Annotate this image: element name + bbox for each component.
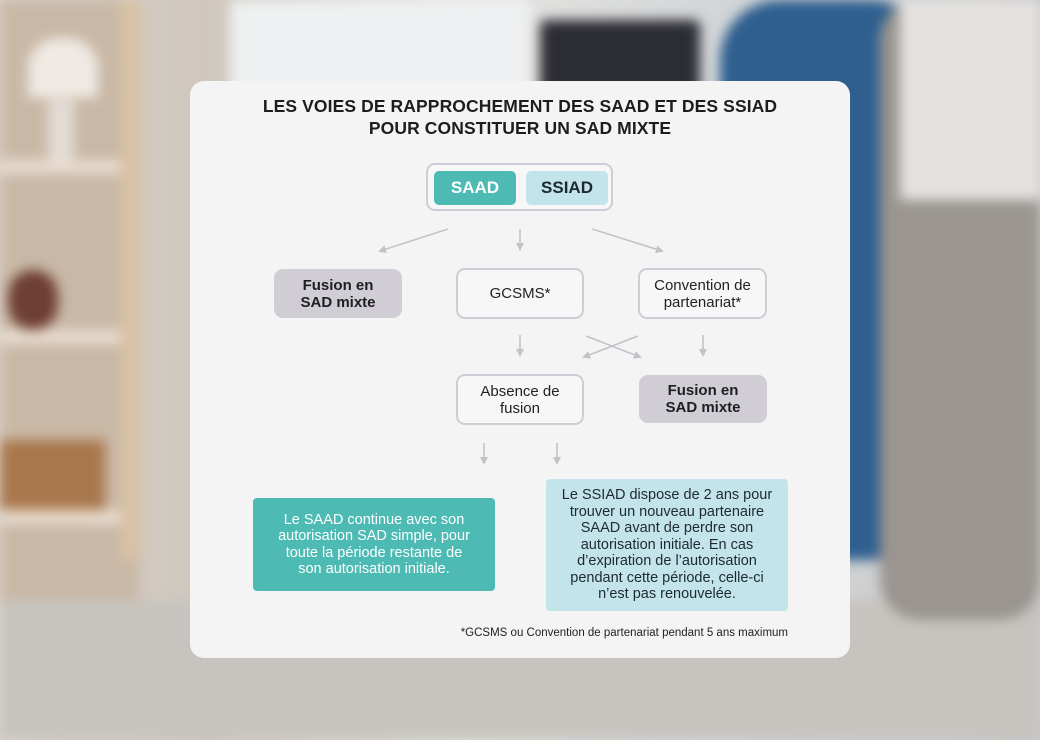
title-line-1: LES VOIES DE RAPPROCHEMENT DES SAAD ET DES SSIAD [262, 96, 778, 116]
saad-outcome-line-3: toute la période restante de [285, 544, 463, 561]
convention-node [638, 268, 767, 319]
fusion-left-line-2: SAD mixte [300, 293, 376, 311]
ssiad-outcome-line-7: n’est pas renouvelée. [598, 586, 736, 603]
ssiad-outcome-box [546, 479, 788, 611]
arrow-to-convention [592, 229, 662, 251]
arrow-to-fusion-left [380, 229, 448, 251]
absence-fusion-node [456, 374, 584, 425]
ssiad-outcome-line-2: trouver un nouveau partenaire [569, 503, 765, 520]
absence-line-1: Absence de [480, 382, 560, 400]
ssiad-outcome-line-3: SAAD avant de perdre son [580, 520, 754, 537]
saad-outcome-box [253, 498, 495, 591]
saad-pill: SAAD [434, 171, 516, 205]
fusion-left-line-1: Fusion en [302, 276, 374, 294]
fusion-right-line-2: SAD mixte [665, 399, 741, 416]
ssiad-outcome-line-4: autorisation initiale. En cas [580, 536, 754, 553]
fusion-right-line-1: Fusion en [667, 382, 739, 399]
fusion-sad-mixte-right [639, 375, 767, 423]
ssiad-outcome-line-5: d’expiration de l’autorisation [577, 553, 757, 570]
ssiad-outcome-line-6: pendant cette période, celle-ci [570, 569, 764, 586]
infographic-card [190, 81, 850, 658]
gcsms-node [456, 268, 584, 319]
title-line-2: POUR CONSTITUER UN SAD MIXTE [368, 118, 672, 138]
fusion-sad-mixte-left [274, 269, 402, 318]
gcsms-label: GCSMS* [489, 285, 551, 302]
ssiad-pill: SSIAD [526, 171, 608, 205]
saad-outcome-line-4: son autorisation initiale. [298, 561, 450, 577]
convention-line-1: Convention de [654, 276, 751, 294]
convention-line-2: partenariat* [663, 293, 742, 311]
saad-outcome-line-2: autorisation SAD simple, pour [278, 528, 470, 544]
footnote: *GCSMS ou Convention de partenariat pendant 5 ans maximum [460, 627, 788, 639]
absence-line-2: fusion [499, 399, 540, 417]
saad-outcome-line-1: Le SAAD continue avec son [283, 511, 465, 528]
ssiad-outcome-line-1: Le SSIAD dispose de 2 ans pour [561, 487, 773, 504]
